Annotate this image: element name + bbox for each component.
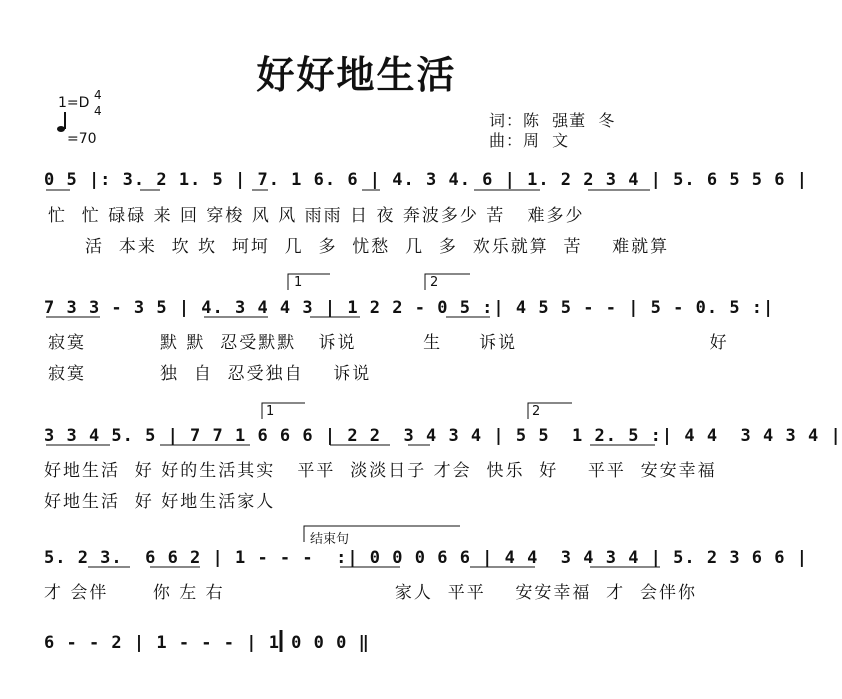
time-signature-bottom: 4: [94, 104, 102, 118]
lyric-row-1-verse-1: 忙 忙 碌碌 来 回 穿梭 风 风 雨雨 日 夜 奔波多少 苦 难多少: [48, 206, 585, 226]
ending-1-label-a: 1: [294, 275, 303, 290]
lyric-row-2-verse-1: 寂寞 默 默 忍受默默 诉说 生 诉说 好: [48, 333, 729, 353]
lyric-row-3-verse-1: 好地生活 好 好的生活其实 平平 淡淡日子 才会 快乐 好 平平 安安幸福: [44, 461, 717, 481]
time-signature-top: 4: [94, 88, 102, 102]
notation-row-1: 0 5 |: 3. 2 1. 5 | 7. 1 6. 6 | 4. 3 4. 6 | 1. 2 2 3 4 | 5. 6 5 5 6 |: [44, 170, 808, 190]
lyric-row-2-verse-2: 寂寞 独 自 忍受独自 诉说: [48, 364, 372, 384]
coda-label: 结束句: [310, 532, 350, 547]
song-title: 好好地生活: [256, 52, 457, 97]
tempo-mark: =70: [67, 131, 97, 147]
lyric-row-3-verse-2: 好地生活 好 好地生活家人: [44, 492, 276, 512]
lyric-row-1-verse-2: 活 本来 坎 坎 坷坷 几 多 忧愁 几 多 欢乐就算 苦 难就算: [48, 237, 670, 257]
notation-row-5: 6 - - 2 | 1 - - - | 1 0 0 0 ‖: [44, 633, 370, 653]
notation-row-2: 7 3 3 - 3 5 | 4. 3 4 4 3 | 1 2 2 - 0 5 :| 4 5 5 - - | 5 - 0. 5 :|: [44, 298, 775, 318]
key-signature: 1=D: [58, 95, 90, 111]
ending-2-label-a: 2: [430, 275, 439, 290]
ending-1-label-b: 1: [266, 404, 275, 419]
lyric-row-4: 才 会伴 你 左 右 家人 平平 安安幸福 才 会伴你: [44, 583, 697, 603]
notation-row-3: 3 3 4 5. 5 | 7 7 1 6 6 6 | 2 2 3 4 3 4 | 5 5 1 2. 5 :| 4 4 3 4 3 4 |: [44, 426, 842, 446]
composer-credit: 曲：周 文: [489, 131, 570, 150]
lyricist-credit: 词：陈 强董 冬: [489, 111, 616, 130]
notation-row-4: 5. 2 3. 6 6 2 | 1 - - - :| 0 0 0 6 6 | 4 4 3 4 3 4 | 5. 2 3 6 6 |: [44, 548, 808, 568]
ending-2-label-b: 2: [532, 404, 541, 419]
